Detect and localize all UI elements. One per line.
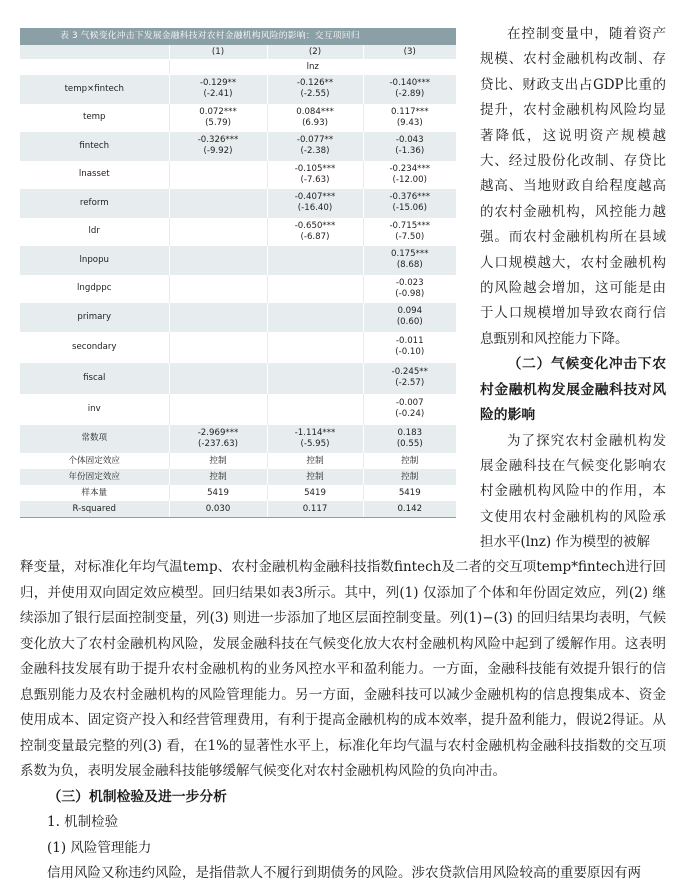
coefficient-cell	[267, 363, 363, 394]
t-statistic: (-9.92)	[203, 146, 233, 157]
coefficient-cell	[267, 275, 363, 304]
paragraph: 为了探究农村金融机构发展金融科技在气候变化影响农村金融机构风险中的作用，本文使用农村金融机构的风险承担水平(lnz) 作为模型的被解	[480, 432, 666, 551]
coefficient-cell	[169, 425, 267, 454]
paragraph: 在控制变量中，随着资产规模、农村金融机构改制、存贷比、财政支出占GDP比重的提升，农村金融机构风险均显著降低，这说明资产规模越大、经过股份化改制、存贷比越高、当地财政自给程度越高的农村金融机构，风控能力越强。而农村金融机构所在县域人口规模越大，农村金融机构的风险越会增加，这可能是由于人口规模增加导致农商行信息甄别和风控能力下降。	[480, 26, 666, 347]
full-width-text	[20, 555, 666, 887]
coefficient-cell	[267, 75, 363, 104]
coefficient-cell	[267, 246, 363, 275]
t-statistic: (6.93)	[302, 117, 328, 128]
coefficient-value: 0.183	[397, 427, 423, 438]
table-row	[20, 363, 456, 394]
row-label: fiscal	[20, 363, 169, 394]
t-statistic: (-2.41)	[203, 89, 233, 100]
t-statistic: (8.68)	[396, 260, 423, 271]
row-label: 常数项	[20, 425, 169, 454]
coefficient-value: -0.376***	[389, 192, 431, 203]
row-label: 年份固定效应	[20, 469, 169, 485]
coefficient-cell	[267, 161, 363, 190]
table-header-blank	[20, 60, 169, 75]
table-cell: 控制	[363, 453, 456, 469]
coefficient-value: -0.326***	[197, 135, 239, 146]
t-statistic: (-5.95)	[300, 438, 330, 449]
coefficient-cell	[169, 332, 267, 363]
coefficient-value: 0.117***	[391, 106, 429, 117]
t-statistic: (-2.55)	[300, 89, 330, 100]
row-label: 个体固定效应	[20, 453, 169, 469]
coefficient-cell	[169, 363, 267, 394]
coefficient-value: -0.650***	[294, 220, 336, 231]
coefficient-value: 0.072***	[199, 106, 237, 117]
coefficient-cell	[363, 161, 456, 190]
t-statistic: (-6.87)	[300, 231, 330, 242]
table-row	[20, 104, 456, 133]
t-statistic: (-7.50)	[395, 231, 425, 242]
section-heading: （三）机制检验及进一步分析	[47, 788, 227, 805]
coefficient-value: -2.969***	[197, 427, 239, 438]
paragraph: 释变量，对标准化年均气温temp、农村金融机构金融科技指数fintech及二者的交互项temp*fintech进行回归，并使用双向固定效应模型。回归结果如表3所示。其中，列(1) 仅添加了个体和年份固定效应，列(2) 继续添加了银行层面控制变量，列(3) 则进一步添加了地区层面控制变量。列(1)−(3) 的回归结果均表明，气候变化放大了农村金融机构风险，发展金融科技在气候变化放大农村金融机构风险中起到了缓解作用。这表明金融科技发展有助于提升农村金融机构的业务风控水平和盈利能力。一方面，金融科技能有效提升银行的信息甄别能力及农村金融机构的风险管理能力。另一方面，金融科技可以减少金融机构的信息搜集成本、资金使用成本、固定资产投入和经营管理费用，有利于提高金融机构的成本效率，提升盈利能力，假说2得证。从控制变量最完整的列(3) 看，在1%的显著性水平上，标准化年均气温与农村金融机构金融科技指数的交互项系数为负，表明发展金融科技能够缓解气候变化对农村金融机构风险的负向冲击。	[20, 559, 666, 779]
coefficient-cell	[363, 275, 456, 304]
coefficient-cell	[267, 394, 363, 425]
coefficient-cell	[363, 75, 456, 104]
coefficient-value: -0.126**	[296, 78, 334, 89]
table-row	[20, 75, 456, 104]
section-heading: （二）气候变化冲击下农村金融机构发展金融科技对风险的影响	[480, 356, 666, 424]
t-statistic: (-0.24)	[395, 409, 425, 419]
t-statistic: (-0.98)	[395, 288, 425, 299]
table-cell: 控制	[363, 469, 456, 485]
coefficient-cell	[267, 132, 363, 161]
table-row	[20, 189, 456, 218]
coefficient-cell	[363, 218, 456, 247]
row-label: 样本量	[20, 485, 169, 501]
row-label: R-squared	[20, 501, 169, 518]
table-cell: 5419	[267, 485, 363, 501]
coefficient-cell	[363, 132, 456, 161]
table-row	[20, 246, 456, 275]
right-column-text	[480, 22, 666, 556]
table-cell: 控制	[267, 453, 363, 469]
coefficient-value: -0.077**	[296, 135, 334, 146]
t-statistic: (9.43)	[396, 117, 423, 128]
table-row	[20, 275, 456, 304]
subheading: (1) 风险管理能力	[47, 839, 152, 856]
t-statistic: (-15.06)	[392, 203, 427, 214]
coefficient-cell	[363, 189, 456, 218]
coefficient-cell	[169, 218, 267, 247]
t-statistic: (-12.00)	[392, 174, 427, 185]
row-label: fintech	[20, 132, 169, 161]
coefficient-value: -0.105***	[294, 163, 336, 174]
coefficient-cell	[267, 104, 363, 133]
coefficient-cell	[169, 132, 267, 161]
coefficient-cell	[169, 246, 267, 275]
row-label: ldr	[20, 218, 169, 247]
coefficient-cell	[363, 363, 456, 394]
row-label: inv	[20, 394, 169, 425]
table-caption: 表 3 气候变化冲击下发展金融科技对农村金融机构风险的影响：交互项回归	[20, 28, 456, 45]
table-cell: 0.142	[363, 501, 456, 518]
table-cell: 0.117	[267, 501, 363, 518]
coefficient-value: -0.023	[395, 277, 424, 288]
coefficient-value: -0.043	[395, 135, 424, 146]
row-label: temp×fintech	[20, 75, 169, 104]
coefficient-value: 0.084***	[296, 106, 334, 117]
t-statistic: (-2.89)	[395, 89, 425, 100]
t-statistic: (-7.63)	[300, 174, 330, 185]
coefficient-cell	[363, 104, 456, 133]
table-row	[20, 469, 456, 485]
table-row	[20, 425, 456, 454]
row-label: temp	[20, 104, 169, 133]
coefficient-cell	[363, 303, 456, 332]
table-row	[20, 132, 456, 161]
row-label: lngdppc	[20, 275, 169, 304]
row-label: lnasset	[20, 161, 169, 190]
t-statistic: (-2.38)	[300, 146, 330, 157]
coefficient-cell	[267, 218, 363, 247]
table-cell: 控制	[267, 469, 363, 485]
coefficient-cell	[267, 425, 363, 454]
table-cell: 控制	[169, 469, 267, 485]
table-row	[20, 501, 456, 518]
coefficient-cell	[363, 425, 456, 454]
t-statistic: (0.55)	[396, 438, 423, 449]
coefficient-value: -0.407***	[294, 192, 336, 203]
coefficient-value: -0.011	[395, 336, 424, 346]
row-label: secondary	[20, 332, 169, 363]
table-cell: 5419	[363, 485, 456, 501]
coefficient-cell	[267, 332, 363, 363]
row-label: lnpopu	[20, 246, 169, 275]
t-statistic: (5.79)	[205, 117, 231, 128]
coefficient-cell	[169, 189, 267, 218]
table-row	[20, 394, 456, 425]
coefficient-value: -0.129**	[199, 78, 237, 89]
coefficient-value: -0.234***	[389, 163, 431, 174]
coefficient-cell	[169, 303, 267, 332]
table-cell: 5419	[169, 485, 267, 501]
subheading: 1. 机制检验	[47, 814, 119, 830]
coefficient-value: -1.114***	[294, 427, 336, 438]
paragraph: 信用风险又称违约风险，是指借款人不履行到期债务的风险。涉农贷款信用风险较高的重要原因有两	[47, 865, 641, 881]
regression-table	[20, 28, 456, 518]
coefficient-cell	[267, 189, 363, 218]
t-statistic: (-1.36)	[395, 146, 425, 157]
coefficient-value: 0.094	[397, 306, 423, 317]
coefficient-cell	[169, 394, 267, 425]
row-label: primary	[20, 303, 169, 332]
table-cell: 控制	[169, 453, 267, 469]
t-statistic: (-16.40)	[297, 203, 333, 214]
coefficient-cell	[363, 332, 456, 363]
coefficient-cell	[363, 246, 456, 275]
coefficient-cell	[169, 75, 267, 104]
t-statistic: (-2.57)	[395, 378, 425, 388]
table-row	[20, 218, 456, 247]
coefficient-cell	[169, 161, 267, 190]
table-row	[20, 161, 456, 190]
coefficient-value: -0.140***	[389, 78, 431, 89]
table-row	[20, 485, 456, 501]
coefficient-value: -0.245**	[391, 367, 428, 377]
table-row	[20, 332, 456, 363]
table-header-blank	[20, 45, 169, 60]
coefficient-cell	[169, 104, 267, 133]
coefficient-cell	[169, 275, 267, 304]
coefficient-value: -0.715***	[389, 220, 431, 231]
column-header: (3)	[363, 45, 456, 60]
coefficient-value: -0.007	[395, 398, 424, 408]
coefficient-cell	[267, 303, 363, 332]
dependent-variable-header: lnz	[169, 60, 456, 75]
coefficient-cell	[363, 394, 456, 425]
table-row	[20, 303, 456, 332]
row-label: reform	[20, 189, 169, 218]
t-statistic: (0.60)	[396, 317, 423, 328]
coefficient-value: 0.175***	[391, 249, 429, 260]
column-header: (1)	[169, 45, 267, 60]
column-header: (2)	[267, 45, 363, 60]
t-statistic: (-0.10)	[395, 347, 425, 357]
table-cell: 0.030	[169, 501, 267, 518]
table-row	[20, 453, 456, 469]
t-statistic: (-237.63)	[198, 438, 238, 449]
